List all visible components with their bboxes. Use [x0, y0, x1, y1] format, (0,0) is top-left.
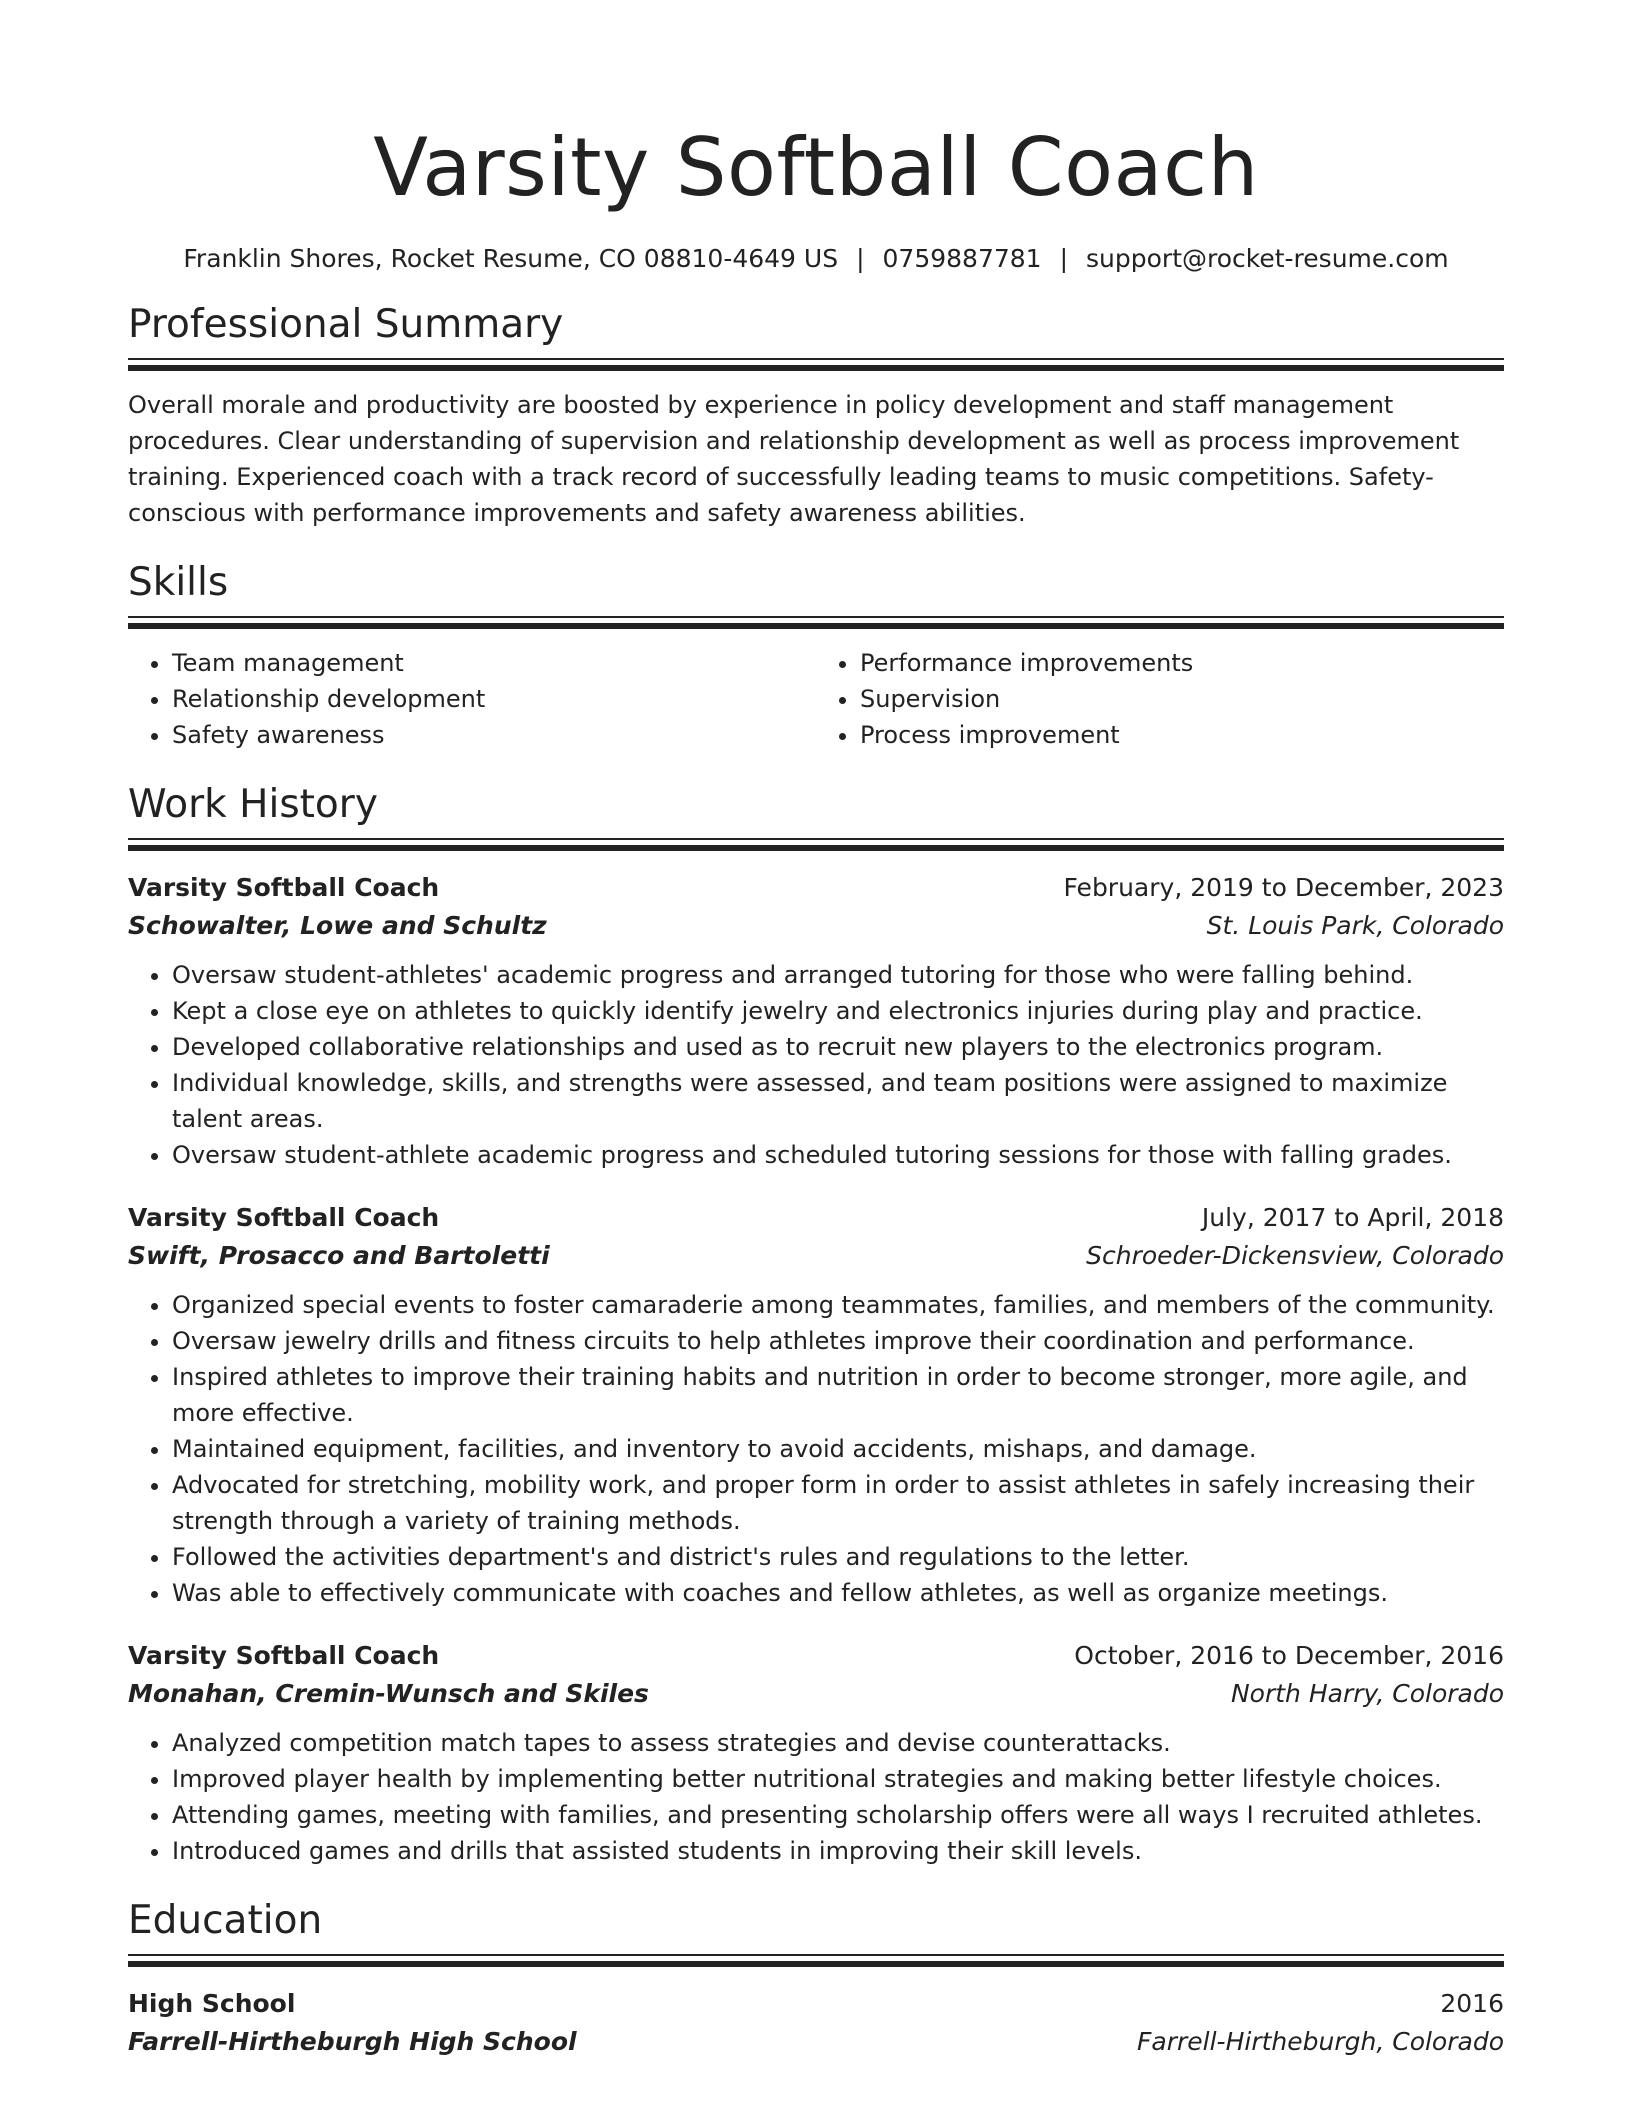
job-bullet: • Analyzed competition match tapes to assess strategies and devise counterattacks. [172, 1725, 1504, 1761]
education-school: Farrell-Hirtheburgh High School [128, 2027, 577, 2056]
job-title: Varsity Softball Coach [128, 873, 440, 902]
section-divider [128, 838, 1504, 840]
contact-line [128, 244, 1504, 273]
job-entry [128, 869, 1504, 1173]
contact-separator: | [856, 244, 865, 273]
skills-list [128, 645, 1504, 753]
summary-text: Overall morale and productivity are boosted by experience in policy development and staff management procedures. Clear understanding of supervision and relationship development as well as process improvement training. Experienced coach with a track record of successfully leading teams to music competitions. Safety-conscious with performance improvements and safety awareness abilities. [128, 391, 1460, 527]
job-bullets [128, 1725, 1504, 1869]
job-bullets [128, 1287, 1504, 1611]
job-dates: July, 2017 to April, 2018 [1201, 1203, 1504, 1232]
job-location: North Harry, Colorado [1230, 1679, 1504, 1708]
job-dates: February, 2019 to December, 2023 [1063, 873, 1504, 902]
job-bullet: • Improved player health by implementing better nutritional strategies and making better lifestyle choices. [172, 1761, 1504, 1797]
skills-column-right [816, 645, 1504, 753]
job-bullet: • Inspired athletes to improve their training habits and nutrition in order to become stronger, more agile, and more effective. [172, 1359, 1504, 1431]
education-year: 2016 [1440, 1989, 1504, 2018]
section-divider-thick [128, 1961, 1504, 1967]
section-divider [128, 616, 1504, 618]
job-dates: October, 2016 to December, 2016 [1074, 1641, 1504, 1670]
job-bullet: • Oversaw student-athletes' academic progress and arranged tutoring for those who were falling behind. [172, 957, 1504, 993]
skill-item: • Performance improvements [860, 645, 1504, 681]
section-divider-thick [128, 365, 1504, 371]
skill-item: • Process improvement [860, 717, 1504, 753]
work-section [128, 782, 1504, 1869]
job-bullet: • Oversaw student-athlete academic progress and scheduled tutoring sessions for those with falling grades. [172, 1137, 1504, 1173]
education-section [128, 1898, 1504, 2061]
skills-heading: Skills [128, 560, 229, 605]
skills-column-left [128, 645, 816, 753]
job-bullet: • Was able to effectively communicate with coaches and fellow athletes, as well as organize meetings. [172, 1575, 1504, 1611]
skill-item: • Team management [172, 645, 816, 681]
section-divider [128, 1954, 1504, 1956]
summary-section [128, 302, 1504, 531]
education-location: Farrell-Hirtheburgh, Colorado [1137, 2027, 1504, 2056]
job-company: Schowalter, Lowe and Schultz [128, 911, 547, 940]
job-bullet: • Followed the activities department's and district's rules and regulations to the letter. [172, 1539, 1504, 1575]
section-divider [128, 358, 1504, 360]
job-bullet: • Attending games, meeting with families, and presenting scholarship offers were all ways I recruited athletes. [172, 1797, 1504, 1833]
job-bullet: • Individual knowledge, skills, and strengths were assessed, and team positions were assigned to maximize talent areas. [172, 1065, 1504, 1137]
resume-name: Varsity Softball Coach [373, 121, 1259, 214]
job-bullet: • Maintained equipment, facilities, and inventory to avoid accidents, mishaps, and damage. [172, 1431, 1504, 1467]
job-bullet: • Oversaw jewelry drills and fitness circuits to help athletes improve their coordination and performance. [172, 1323, 1504, 1359]
skill-item: • Relationship development [172, 681, 816, 717]
job-entry [128, 1637, 1504, 1869]
contact-email: support@rocket-resume.com [1086, 244, 1449, 273]
job-entry [128, 1199, 1504, 1611]
contact-address: Franklin Shores, Rocket Resume, CO 08810-4649 US [183, 244, 839, 273]
job-location: St. Louis Park, Colorado [1206, 911, 1504, 940]
education-heading: Education [128, 1898, 323, 1943]
job-bullet: • Developed collaborative relationships and used as to recruit new players to the electronics program. [172, 1029, 1504, 1065]
job-title: Varsity Softball Coach [128, 1641, 440, 1670]
education-entry [128, 1985, 1504, 2061]
job-bullet: • Introduced games and drills that assisted students in improving their skill levels. [172, 1833, 1504, 1869]
education-degree: High School [128, 1989, 296, 2018]
contact-separator: | [1059, 244, 1069, 273]
job-bullet: • Kept a close eye on athletes to quickly identify jewelry and electronics injuries during play and practice. [172, 993, 1504, 1029]
work-heading: Work History [128, 782, 378, 827]
job-company: Swift, Prosacco and Bartoletti [128, 1241, 550, 1270]
section-divider-thick [128, 623, 1504, 629]
job-bullet: • Organized special events to foster camaraderie among teammates, families, and members of the community. [172, 1287, 1504, 1323]
skills-section [128, 560, 1504, 753]
job-location: Schroeder-Dickensview, Colorado [1086, 1241, 1504, 1270]
section-divider-thick [128, 845, 1504, 851]
summary-heading: Professional Summary [128, 302, 564, 347]
job-bullets [128, 957, 1504, 1173]
skill-item: • Supervision [860, 681, 1504, 717]
job-company: Monahan, Cremin-Wunsch and Skiles [128, 1679, 649, 1708]
job-title: Varsity Softball Coach [128, 1203, 440, 1232]
job-bullet: • Advocated for stretching, mobility work, and proper form in order to assist athletes in safely increasing their strength through a variety of training methods. [172, 1467, 1504, 1539]
contact-phone: 0759887781 [882, 244, 1042, 273]
skill-item: • Safety awareness [172, 717, 816, 753]
